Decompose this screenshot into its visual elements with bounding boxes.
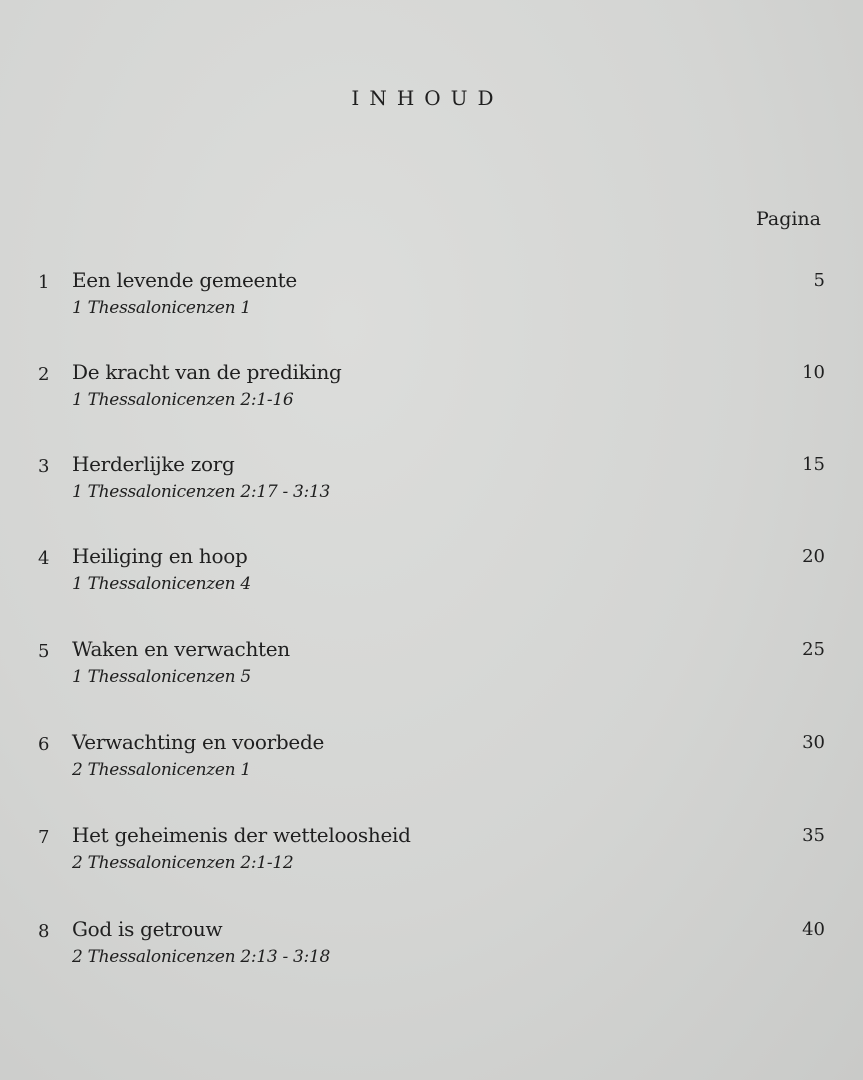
entry-number: 2	[38, 364, 50, 385]
entry-title: Heiliging en hoop	[72, 544, 248, 568]
page-title: INHOUD	[351, 86, 504, 110]
entry-title: Herderlijke zorg	[72, 452, 235, 476]
entry-title: Verwachting en voorbede	[72, 730, 324, 754]
entry-title: Een levende gemeente	[72, 268, 297, 292]
entry-title: God is getrouw	[72, 917, 223, 941]
entry-page-number: 15	[802, 454, 825, 475]
toc-entry	[0, 823, 863, 897]
entry-page-number: 20	[802, 546, 825, 567]
entry-reference: 2 Thessalonicenzen 2:1-12	[72, 853, 294, 873]
toc-entry	[0, 268, 863, 342]
entry-number: 7	[38, 827, 50, 848]
toc-entry	[0, 917, 863, 991]
toc-entry	[0, 730, 863, 804]
entry-reference: 1 Thessalonicenzen 5	[72, 667, 251, 687]
toc-entry	[0, 544, 863, 618]
entry-page-number: 35	[802, 825, 825, 846]
entry-page-number: 5	[813, 270, 825, 291]
entry-reference: 2 Thessalonicenzen 1	[72, 760, 251, 780]
entry-page-number: 40	[802, 919, 825, 940]
toc-entry	[0, 637, 863, 711]
toc-entry	[0, 360, 863, 434]
entry-title: Het geheimenis der wetteloosheid	[72, 823, 411, 847]
entry-number: 3	[38, 456, 50, 477]
entry-page-number: 10	[802, 362, 825, 383]
entry-reference: 1 Thessalonicenzen 1	[72, 298, 251, 318]
entry-number: 4	[38, 548, 50, 569]
entry-reference: 1 Thessalonicenzen 2:17 - 3:13	[72, 482, 331, 502]
entry-title: Waken en verwachten	[72, 637, 290, 661]
entry-number: 5	[38, 641, 50, 662]
entry-number: 1	[38, 272, 50, 293]
entry-reference: 2 Thessalonicenzen 2:13 - 3:18	[72, 947, 331, 967]
toc-entry	[0, 452, 863, 526]
entry-number: 8	[38, 921, 50, 942]
entry-number: 6	[38, 734, 50, 755]
entry-reference: 1 Thessalonicenzen 2:1-16	[72, 390, 294, 410]
entry-reference: 1 Thessalonicenzen 4	[72, 574, 251, 594]
entry-page-number: 30	[802, 732, 825, 753]
entry-title: De kracht van de prediking	[72, 360, 342, 384]
page-column-header: Pagina	[755, 208, 821, 230]
entry-page-number: 25	[802, 639, 825, 660]
